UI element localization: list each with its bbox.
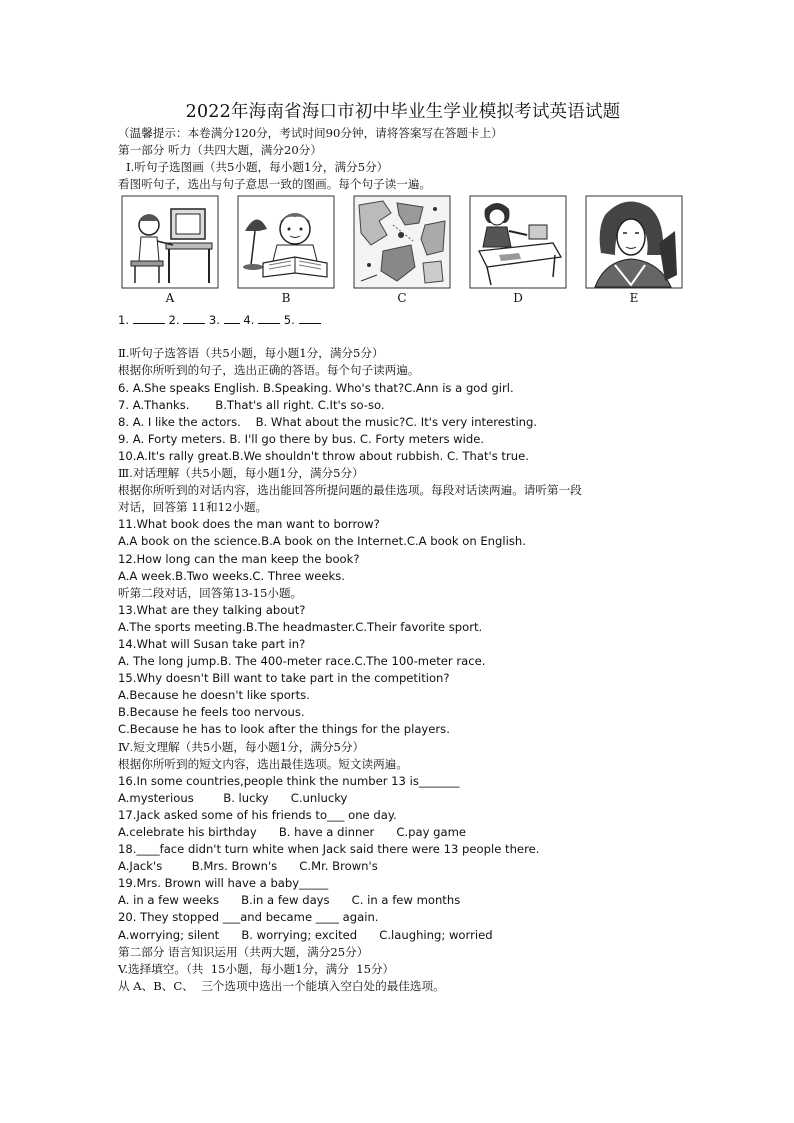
picture-e-letter: E bbox=[629, 291, 639, 306]
picture-a bbox=[120, 195, 220, 310]
answer-line-2[interactable] bbox=[183, 311, 205, 324]
answer-line-3[interactable] bbox=[224, 311, 240, 324]
answer-blank-4: 4. bbox=[243, 313, 255, 328]
answer-blank-row bbox=[118, 311, 688, 329]
picture-row bbox=[120, 195, 688, 310]
sec4-instruction: 根据你所听到的短文内容，选出最佳选项。短文读两遍。 bbox=[118, 756, 408, 771]
question-16: 16.In some countries,people think the number 13 is_______ bbox=[118, 773, 460, 788]
exam-title: 2022年海南省海口市初中毕业生学业模拟考试英语试题 bbox=[185, 102, 621, 122]
woman-portrait-picture-icon bbox=[585, 195, 683, 289]
question-10: 10.A.It's rally great.B.We shouldn't throw about rubbish. C. That's true. bbox=[118, 448, 529, 463]
picture-d-letter: D bbox=[513, 291, 523, 306]
picture-b bbox=[236, 195, 336, 310]
sec2-instruction: 根据你所听到的句子，选出正确的答语。每个句子读两遍。 bbox=[118, 363, 420, 378]
options-17: A.celebrate his birthday B. have a dinner C.pay game bbox=[118, 825, 467, 839]
options-20: A.worrying; silent B. worrying; excited C.laughing; worried bbox=[118, 927, 493, 942]
sec3-heading: Ⅲ.对话理解（共5小题，每小题1分，满分5分） bbox=[118, 466, 364, 481]
answer-blank-5: 5. bbox=[283, 313, 295, 328]
sec1-heading: Ⅰ.听句子选图画（共5小题，每小题1分，满分5分） bbox=[126, 160, 389, 175]
options-16: A.mysterious B. lucky C.unlucky bbox=[118, 790, 348, 805]
question-6: 6. A.She speaks English. B.Speaking. Who's that?C.Ann is a god girl. bbox=[118, 380, 514, 395]
question-12: 12.How long can the man keep the book? bbox=[118, 551, 360, 566]
answer-blank-1: 1. bbox=[118, 313, 130, 328]
sec5-instruction: 从 A、B、C、 三个选项中选出一个能填入空白处的最佳选项。 bbox=[118, 978, 445, 993]
options-14: A. The long jump.B. The 400-meter race.C.The 100-meter race. bbox=[118, 654, 486, 669]
question-19: 19.Mrs. Brown will have a baby_____ bbox=[118, 876, 329, 891]
sec5-heading: V.选择填空。（共 15小题，每小题1分，满分 15分） bbox=[118, 961, 395, 976]
question-14: 14.What will Susan take part in? bbox=[118, 636, 306, 651]
options-11: A.A book on the science.B.A book on the Internet.C.A book on English. bbox=[118, 534, 526, 549]
sec4-heading: Ⅳ.短文理解（共5小题，每小题1分，满分5分） bbox=[118, 739, 365, 754]
question-13: 13.What are they talking about? bbox=[118, 602, 306, 617]
picture-c bbox=[352, 195, 452, 310]
option-15b: B.Because he feels too nervous. bbox=[118, 705, 305, 720]
options-19: A. in a few weeks B.in a few days C. in a few months bbox=[118, 893, 461, 908]
options-13: A.The sports meeting.B.The headmaster.C.Their favorite sport. bbox=[118, 619, 483, 634]
sec2-heading: Ⅱ.听句子选答语（共5小题，每小题1分，满分5分） bbox=[118, 346, 384, 361]
answer-line-1[interactable] bbox=[133, 311, 165, 324]
options-12: A.A week.B.Two weeks.C. Three weeks. bbox=[118, 568, 345, 583]
part2-heading: 第二部分 语言知识运用（共两大题，满分25分） bbox=[118, 944, 369, 959]
dialogue-2-instruction: 听第二段对话，回答第13-15小题。 bbox=[118, 585, 303, 600]
map-picture-icon bbox=[353, 195, 451, 289]
exam-page bbox=[118, 98, 688, 995]
option-15c: C.Because he has to look after the things for the players. bbox=[118, 722, 450, 737]
spacer bbox=[118, 329, 688, 345]
question-17: 17.Jack asked some of his friends to___ one day. bbox=[118, 807, 397, 822]
boy-reading-picture-icon bbox=[237, 195, 335, 289]
picture-b-letter: B bbox=[281, 291, 291, 306]
options-18: A.Jack's B.Mrs. Brown's C.Mr. Brown's bbox=[118, 859, 378, 874]
part1-heading: 第一部分 听力（共四大题，满分20分） bbox=[118, 143, 322, 158]
answer-line-4[interactable] bbox=[258, 311, 280, 324]
question-11: 11.What book does the man want to borrow? bbox=[118, 517, 380, 532]
sec3-instruction-1: 根据你所听到的对话内容，选出能回答所提问题的最佳选项。每段对话读两遍。请听第一段 bbox=[118, 483, 582, 498]
answer-line-5[interactable] bbox=[299, 311, 321, 324]
picture-d bbox=[468, 195, 568, 310]
option-15a: A.Because he doesn't like sports. bbox=[118, 688, 310, 703]
computer-user-picture-icon bbox=[121, 195, 219, 289]
question-7: 7. A.Thanks. B.That's all right. C.It's so-so. bbox=[118, 397, 385, 412]
picture-c-letter: C bbox=[397, 291, 407, 306]
woman-desk-picture-icon bbox=[469, 195, 567, 289]
sec3-instruction-2: 对话，回答第 11和12小题。 bbox=[118, 500, 268, 515]
notice: （温馨提示：本卷满分120分，考试时间90分钟，请将答案写在答题卡上） bbox=[118, 126, 503, 140]
answer-blank-3: 3. bbox=[208, 313, 220, 328]
picture-e bbox=[584, 195, 684, 310]
sec1-instruction: 看图听句子，选出与句子意思一致的图画。每个句子读一遍。 bbox=[118, 177, 432, 192]
question-18: 18.____face didn't turn white when Jack said there were 13 people there. bbox=[118, 842, 540, 857]
question-8: 8. A. I like the actors. B. What about the music?C. It's very interesting. bbox=[118, 414, 538, 429]
picture-a-letter: A bbox=[165, 291, 175, 306]
question-20: 20. They stopped ___and became ____ again. bbox=[118, 910, 379, 925]
question-9: 9. A. Forty meters. B. I'll go there by bus. C. Forty meters wide. bbox=[118, 431, 485, 446]
answer-blank-2: 2. bbox=[168, 313, 180, 328]
question-15: 15.Why doesn't Bill want to take part in the competition? bbox=[118, 671, 450, 686]
